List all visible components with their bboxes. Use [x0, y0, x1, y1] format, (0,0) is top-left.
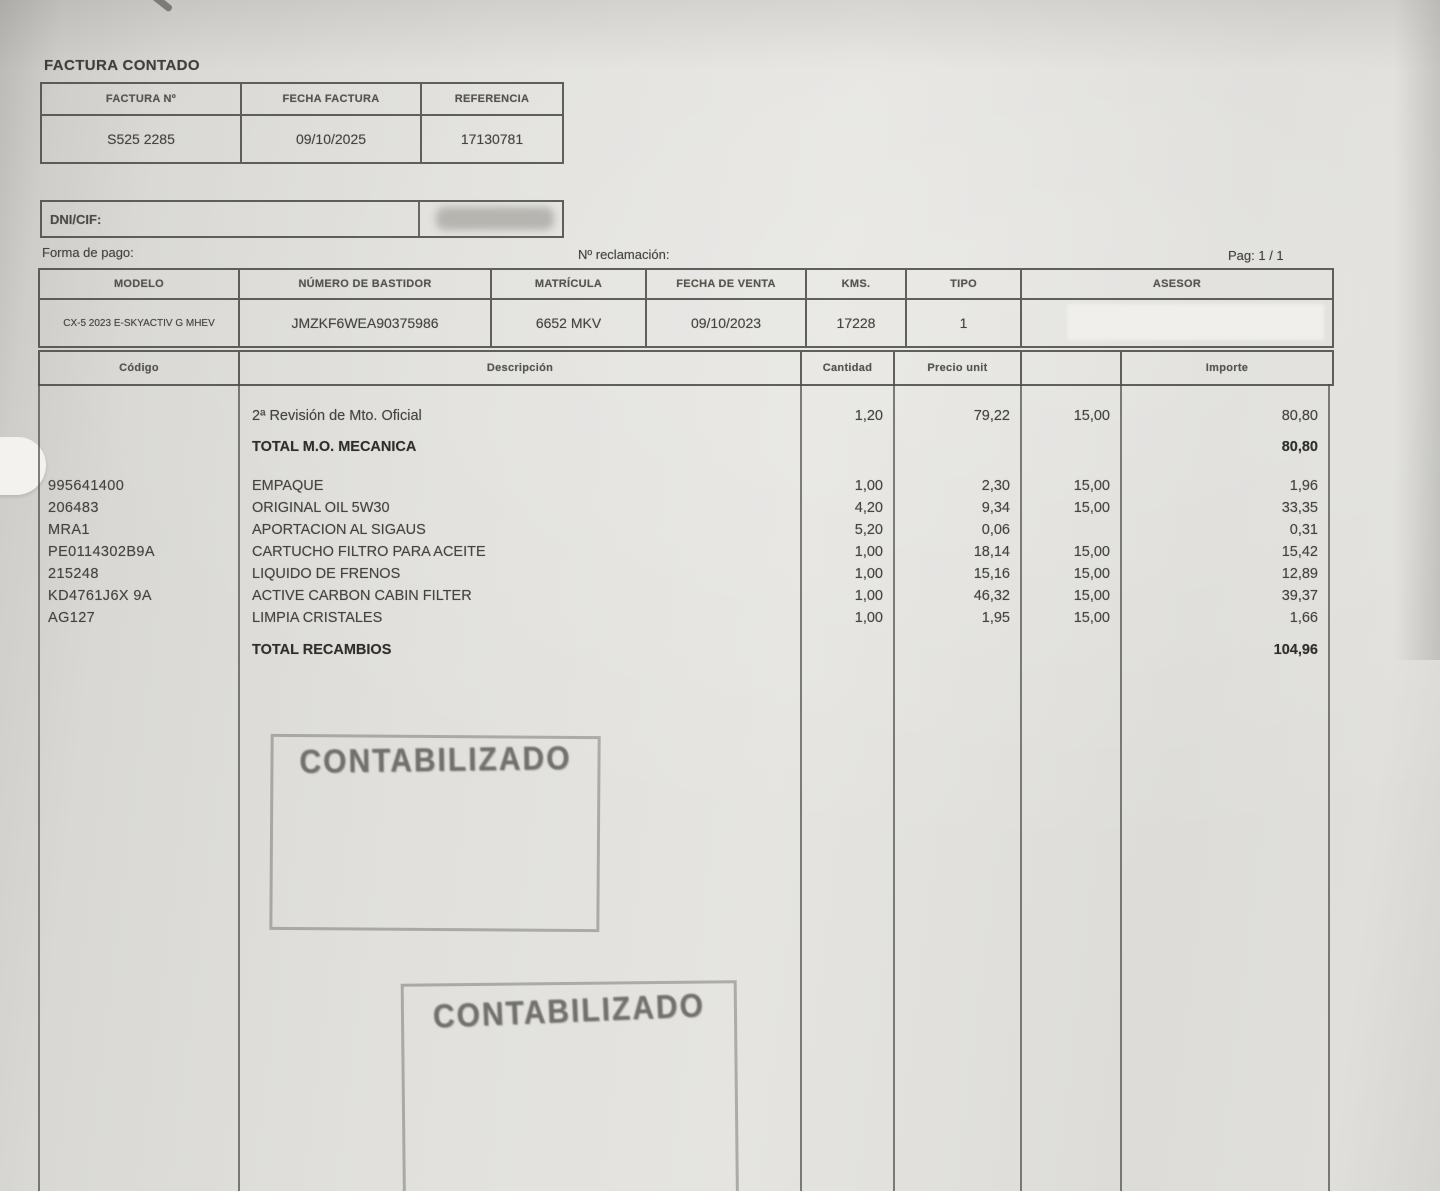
- cell-desc: TOTAL RECAMBIOS: [252, 642, 392, 658]
- cell-dto: [1020, 519, 1120, 541]
- col-header-bastidor: NÚMERO DE BASTIDOR: [240, 270, 492, 298]
- contabilizado-stamp-2: [401, 980, 740, 1191]
- document-title: FACTURA CONTADO: [44, 57, 200, 74]
- col-header-kms: KMS.: [807, 270, 907, 298]
- table-rule-dto: [1020, 384, 1022, 1191]
- cell-price: 18,14: [973, 544, 1010, 560]
- invoice-line-item: [38, 519, 1330, 541]
- scan-smudge-mark: [148, 0, 174, 13]
- col-header-tipo: TIPO: [907, 270, 1022, 298]
- cell-importe: 80,80: [1281, 439, 1318, 455]
- cell-importe: 33,35: [1281, 500, 1318, 516]
- invoice-number-value: S525 2285: [42, 116, 242, 162]
- cell-importe: 1,96: [1289, 478, 1318, 494]
- invoice-line-item: [38, 607, 1330, 629]
- cell-desc: LIMPIA CRISTALES: [252, 610, 383, 626]
- cell-qty: 4,20: [854, 500, 883, 516]
- cell-code: 215248: [48, 566, 99, 582]
- contabilizado-stamp-2-text: CONTABILIZADO: [432, 987, 706, 1036]
- matricula-value: 6652 MKV: [492, 300, 647, 346]
- cell-price: 9,34: [981, 500, 1010, 516]
- cell-importe: 12,89: [1281, 566, 1318, 582]
- cell-code: MRA1: [48, 522, 90, 538]
- cell-price: [893, 639, 1020, 661]
- asesor-value: [1022, 300, 1332, 346]
- invoice-total-row: [38, 639, 1330, 661]
- cell-qty: 1,00: [854, 544, 883, 560]
- table-rule-cantidad: [800, 384, 802, 1191]
- cell-qty: 5,20: [854, 522, 883, 538]
- col-header-fecha-factura: FECHA FACTURA: [242, 84, 422, 114]
- cell-dto: 15,00: [1073, 544, 1110, 560]
- cell-desc: TOTAL M.O. MECANICA: [252, 439, 417, 455]
- invoice-line-item: [38, 475, 1330, 497]
- cell-code: [38, 436, 238, 458]
- cell-price: 0,06: [981, 522, 1010, 538]
- cell-qty: 1,20: [854, 408, 883, 424]
- col-header-fecha-venta: FECHA DE VENTA: [647, 270, 807, 298]
- invoice-header-table: [40, 82, 564, 164]
- cell-importe: 39,37: [1281, 588, 1318, 604]
- cell-dto: 15,00: [1073, 588, 1110, 604]
- table-rule-right-edge: [1328, 384, 1330, 1191]
- cell-desc: APORTACION AL SIGAUS: [252, 522, 426, 538]
- cell-desc: CARTUCHO FILTRO PARA ACEITE: [252, 544, 486, 560]
- cell-dto: [1020, 639, 1120, 661]
- page-indicator: Pag: 1 / 1: [1228, 248, 1284, 263]
- col-header-importe: Importe: [1205, 362, 1249, 374]
- cell-price: [893, 436, 1020, 458]
- items-header-row: [38, 350, 1334, 386]
- cell-desc: ORIGINAL OIL 5W30: [252, 500, 390, 516]
- table-rule-codigo: [238, 384, 240, 1191]
- cell-qty: 1,00: [854, 588, 883, 604]
- cell-qty: 1,00: [854, 566, 883, 582]
- cell-price: 1,95: [981, 610, 1010, 626]
- cell-desc: 2ª Revisión de Mto. Oficial: [252, 408, 422, 424]
- cell-desc: ACTIVE CARBON CABIN FILTER: [252, 588, 472, 604]
- cell-dto: 15,00: [1073, 478, 1110, 494]
- cell-code: KD4761J6X 9A: [48, 588, 152, 604]
- col-header-factura-n: FACTURA Nº: [42, 84, 242, 114]
- cell-dto: [1020, 436, 1120, 458]
- invoice-reference-value: 17130781: [460, 131, 524, 147]
- cell-importe: 104,96: [1273, 642, 1318, 658]
- invoice-total-row: [38, 436, 1330, 458]
- dni-cell-divider: [418, 202, 420, 236]
- cell-importe: 1,66: [1289, 610, 1318, 626]
- redacted-dni-value: [436, 207, 554, 230]
- cell-importe: 15,42: [1281, 544, 1318, 560]
- col-header-dto: [1022, 352, 1122, 384]
- cell-dto: 15,00: [1073, 610, 1110, 626]
- cell-desc: LIQUIDO DE FRENOS: [252, 566, 401, 582]
- col-header-cantidad: Cantidad: [802, 352, 895, 384]
- redacted-asesor-value: [1067, 304, 1324, 340]
- cell-importe: 0,31: [1289, 522, 1318, 538]
- cell-dto: 15,00: [1073, 566, 1110, 582]
- cell-code: [38, 639, 238, 661]
- invoice-line-item: [38, 497, 1330, 519]
- contabilizado-stamp-1: [269, 734, 600, 932]
- fecha-venta-value: 09/10/2023: [647, 300, 807, 346]
- col-header-codigo: Código: [40, 352, 240, 384]
- cell-code: PE0114302B9A: [48, 544, 155, 560]
- col-header-precio-unit: Precio unit: [895, 352, 1022, 384]
- cell-importe: 80,80: [1281, 408, 1318, 424]
- table-rule-precio: [893, 384, 895, 1191]
- col-header-modelo: MODELO: [40, 270, 240, 298]
- cell-code: 206483: [48, 500, 99, 516]
- items-body-rows: [38, 405, 1330, 661]
- invoice-line-item: [38, 405, 1330, 427]
- cell-price: 15,16: [973, 566, 1010, 582]
- cell-dto: 15,00: [1073, 408, 1110, 424]
- col-header-matricula: MATRÍCULA: [492, 270, 647, 298]
- cell-code: AG127: [48, 610, 96, 626]
- bastidor-value: JMZKF6WEA90375986: [240, 300, 492, 346]
- invoice-date-value: 09/10/2025: [242, 116, 422, 162]
- cell-price: 79,22: [973, 408, 1010, 424]
- dni-cif-label: DNI/CIF:: [50, 211, 102, 227]
- col-header-asesor: ASESOR: [1152, 278, 1202, 290]
- reclamacion-label: Nº reclamación:: [578, 247, 670, 262]
- table-rule-importe: [1120, 384, 1122, 1191]
- cell-qty: [800, 639, 893, 661]
- cell-qty: 1,00: [854, 478, 883, 494]
- forma-de-pago-label: Forma de pago:: [42, 245, 134, 260]
- paper-edge-shadow: [1394, 0, 1440, 660]
- cell-code: [38, 405, 238, 427]
- invoice-line-item: [38, 541, 1330, 563]
- invoice-line-item: [38, 585, 1330, 607]
- cell-qty: 1,00: [854, 610, 883, 626]
- kms-value: 17228: [807, 300, 907, 346]
- contabilizado-stamp-1-text: CONTABILIZADO: [299, 740, 572, 781]
- cell-desc: EMPAQUE: [252, 478, 324, 494]
- vehicle-info-table: [38, 268, 1334, 348]
- modelo-value: CX-5 2023 E-SKYACTIV G MHEV: [40, 300, 240, 346]
- cell-price: 2,30: [981, 478, 1010, 494]
- cell-code: 995641400: [48, 478, 125, 494]
- col-header-descripcion: Descripción: [240, 352, 802, 384]
- cell-price: 46,32: [973, 588, 1010, 604]
- dni-cif-box: [40, 200, 564, 238]
- cell-dto: 15,00: [1073, 500, 1110, 516]
- table-rule-left-edge: [38, 384, 40, 1191]
- col-header-referencia: REFERENCIA: [454, 93, 530, 105]
- tipo-value: 1: [907, 300, 1022, 346]
- invoice-line-item: [38, 563, 1330, 585]
- cell-qty: [800, 436, 893, 458]
